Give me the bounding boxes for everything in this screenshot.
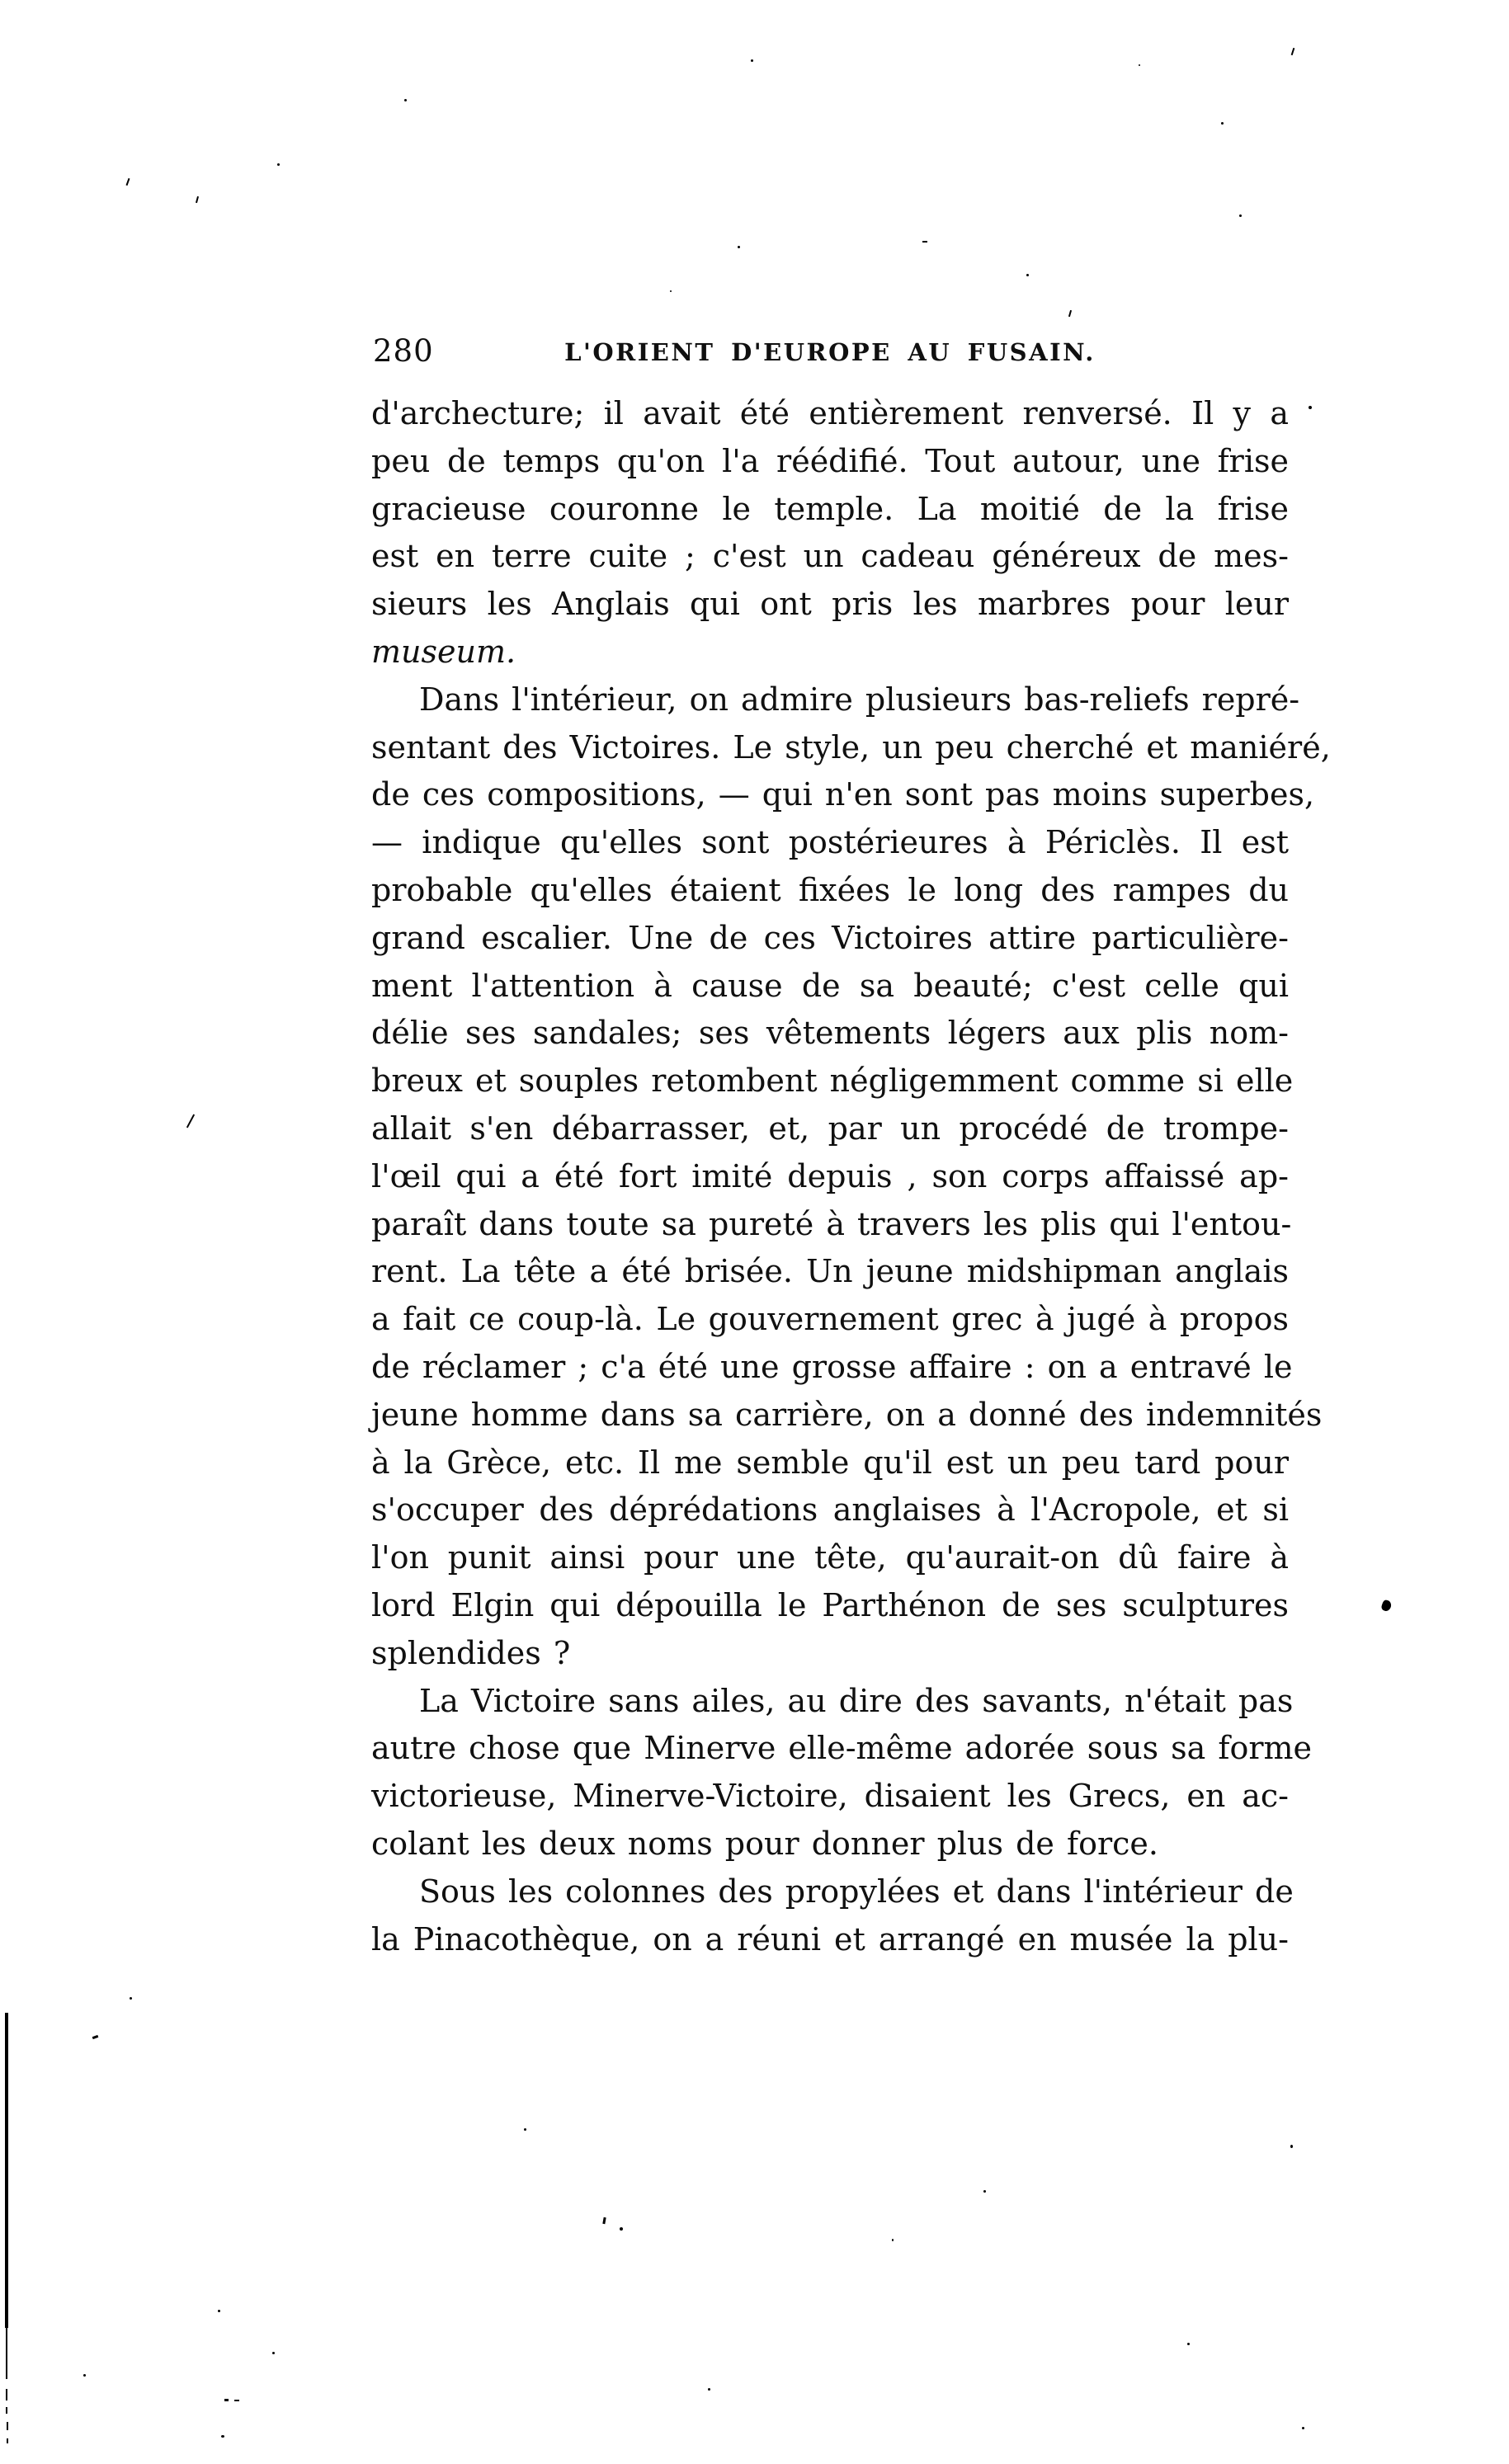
ink-speck (892, 2239, 894, 2241)
ink-speck (922, 241, 927, 243)
page-text (371, 390, 1331, 1963)
text-line: gracieuse couronne le temple. La moitié de la frise (371, 490, 1289, 527)
ink-speck (196, 196, 199, 203)
text-line: splendides ? (371, 1634, 571, 1671)
ink-speck (1239, 214, 1242, 217)
ink-speck (224, 2399, 229, 2401)
text-line: La Victoire sans ailes, au dire des savants, n'était pas (419, 1682, 1294, 1719)
ink-speck (524, 2128, 526, 2131)
text-line: s'occuper des déprédations anglaises à l'Acropole, et si (371, 1491, 1289, 1529)
ink-speck (277, 163, 280, 166)
ink-speck (983, 2190, 986, 2193)
ink-speck (751, 59, 753, 62)
text-line: d'archecture; il avait été entièrement renversé. Il y a (371, 395, 1289, 431)
text-line: autre chose que Minerve elle-même adorée sous sa forme (371, 1730, 1313, 1767)
ink-speck (1309, 406, 1312, 409)
ink-speck (1221, 122, 1224, 125)
page-header (371, 333, 1289, 370)
text-line: peu de temps qu'on l'a réédifié. Tout autour, une frise (371, 442, 1289, 479)
ink-speck (1290, 2145, 1293, 2148)
ink-speck (234, 2400, 239, 2401)
text-line: breux et souples retombent négligemment comme si elle (371, 1062, 1294, 1100)
scan-edge-line (5, 2013, 8, 2328)
text-line: ment l'attention à cause de sa beauté; c'est celle qui (371, 967, 1289, 1004)
ink-speck (221, 2435, 224, 2438)
ink-speck (1187, 2343, 1190, 2345)
ink-speck (404, 99, 407, 101)
text-line: paraît dans toute sa pureté à travers les plis qui l'entou- (371, 1205, 1292, 1242)
scan-edge-line (6, 2389, 7, 2400)
ink-speck (218, 2310, 220, 2312)
text-line: colant les deux noms pour donner plus de force. (371, 1825, 1158, 1862)
ink-speck (602, 2217, 606, 2224)
text-line: probable qu'elles étaient fixées le long des rampes du (371, 871, 1289, 908)
text-line: a fait ce coup-là. Le gouvernement grec à jugé à propos (371, 1301, 1289, 1338)
text-line: sentant des Victoires. Le style, un peu cherché et maniéré, (371, 728, 1331, 766)
text-line: victorieuse, Minerve-Victoire, disaient les Grecs, en ac- (371, 1778, 1289, 1815)
ink-speck (126, 178, 130, 186)
ink-speck (130, 1997, 132, 2000)
text-line: délie ses sandales; ses vêtements légers aux plis nom- (371, 1015, 1289, 1052)
text-line: l'œil qui a été fort imité depuis , son corps affaissé ap- (371, 1157, 1289, 1194)
ink-speck (83, 2374, 86, 2377)
text-line: museum. (371, 633, 516, 670)
ink-speck (272, 2352, 275, 2354)
ink-speck (620, 2227, 623, 2231)
scan-edge-line (6, 2328, 7, 2379)
ink-speck (1026, 274, 1029, 276)
page-number: 280 (373, 333, 434, 369)
text-line: l'on punit ainsi pour une tête, qu'aurait-on dû faire à (371, 1539, 1289, 1576)
ink-speck (738, 246, 740, 248)
ink-speck (1302, 2427, 1304, 2429)
text-line: allait s'en débarrasser, et, par un procédé de trompe- (371, 1110, 1289, 1147)
text-line: à la Grèce, etc. Il me semble qu'il est un peu tard pour (371, 1444, 1289, 1481)
scan-edge-line (7, 2438, 8, 2443)
ink-speck (1291, 48, 1295, 55)
ink-speck (708, 2388, 710, 2391)
text-line: Sous les colonnes des propylées et dans l'intérieur de (419, 1873, 1294, 1910)
ink-speck (670, 290, 672, 292)
ink-speck (92, 2035, 99, 2039)
text-line: grand escalier. Une de ces Victoires attire particulière- (371, 919, 1289, 956)
scan-edge-line (7, 2422, 8, 2430)
text-line: — indique qu'elles sont postérieures à Périclès. Il est (371, 824, 1289, 861)
scan-edge-line (6, 2407, 7, 2414)
text-line: jeune homme dans sa carrière, on a donné des indemnités (371, 1396, 1323, 1433)
text-line: de réclamer ; c'a été une grosse affaire : on a entravé le (371, 1348, 1293, 1385)
text-line: sieurs les Anglais qui ont pris les marbres pour leur (371, 586, 1289, 623)
text-line: Dans l'intérieur, on admire plusieurs bas-reliefs repré- (419, 681, 1300, 718)
running-title: L'ORIENT D'EUROPE AU FUSAIN. (564, 338, 1096, 366)
ink-speck (186, 1114, 195, 1128)
text-line: est en terre cuite ; c'est un cadeau généreux de mes- (371, 538, 1289, 575)
text-line: lord Elgin qui dépouilla le Parthénon de ses sculptures (371, 1586, 1289, 1623)
ink-speck (1068, 310, 1072, 317)
text-line: rent. La tête a été brisée. Un jeune midshipman anglais (371, 1253, 1289, 1290)
ink-speck (1380, 1599, 1393, 1613)
ink-speck (1139, 64, 1140, 66)
text-line: de ces compositions, — qui n'en sont pas moins superbes, (371, 776, 1315, 813)
text-line: la Pinacothèque, on a réuni et arrangé en musée la plu- (371, 1920, 1289, 1958)
